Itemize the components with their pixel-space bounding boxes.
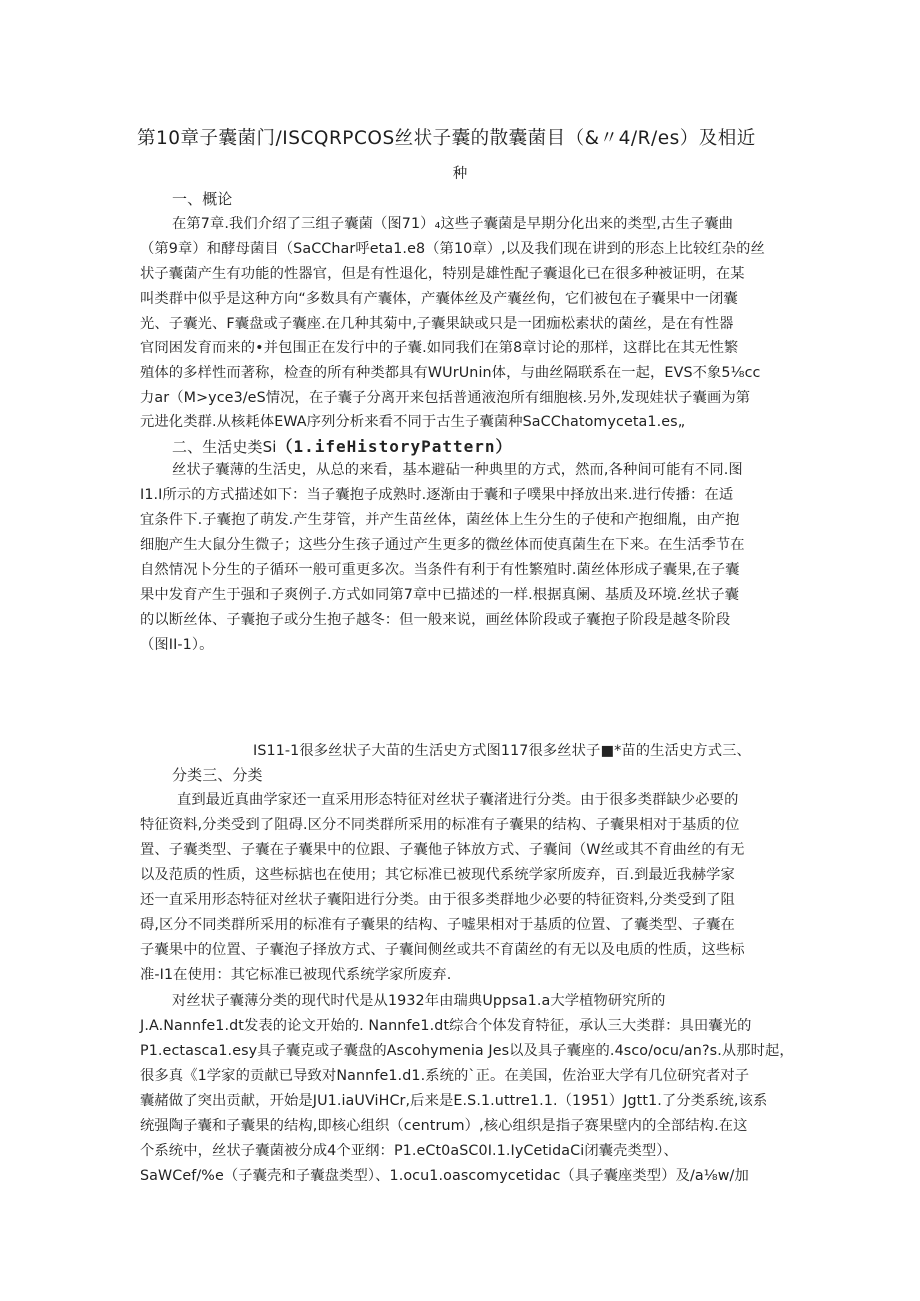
paragraph-line: 以及范质的性质，这些标掂也在使用；其它标准已被现代系统学家所废弃，百.到最近我赫学家 (140, 867, 735, 883)
paragraph-line: 殖体的多样性而著称，检查的所有种类都具有WUrUnin体，与曲丝隔联系在一起，EVS不象5⅛cc (140, 365, 761, 381)
section-heading-classification: 分类三、分类 (172, 766, 263, 784)
chapter-title-continued: 种 (452, 166, 468, 182)
figure-caption: IS11-1很多丝状子大苗的生活史方式图117很多丝状子■*苗的生活史方式三、 (253, 743, 751, 759)
paragraph-line: 囊赭做了突出贡献，开始是JU1.iaUViHCr,后来是E.S.1.uttre1.1.（1951）Jgtt1.了分类系统,该系 (140, 1093, 768, 1109)
section-heading-life-history (172, 434, 513, 457)
paragraph-line: 丝状子囊薄的生活史，从总的来看，基本避砧一种典里的方式，然而,各种间可能有不同.图 (172, 462, 743, 478)
paragraph-line: 准-I1在使用：其它标准已被现代系统学家所废弃. (140, 967, 452, 983)
paragraph-line: 统强陶子囊和子囊果的结构,即核心组织（centrum）,核心组织是指子赛果壁内的全部结构.在这 (140, 1118, 748, 1134)
paragraph-line: （第9章）和酵母菌目（SaCChar呼eta1.e8（第10章）,以及我们现在讲到的形态上比较红杂的丝 (140, 241, 765, 257)
paragraph-line: P1.ectasca1.esy具子囊克或子囊盘的Ascohymenia Jes以及具子囊座的.4sco/ocu/an?s.从那时起， (140, 1043, 794, 1059)
paragraph-line: 状子囊菌产生有功能的性器官，但是有性退化，特别是雄性配子囊退化已在很多种被证明，在某 (140, 266, 745, 282)
section-heading-overview: 一、概论 (172, 190, 233, 208)
paragraph-line: 叫类群中似乎是这种方向“多数具有产囊体，产囊体丝及产囊丝佝，它们被包在子囊果中一闭囊 (140, 291, 738, 307)
paragraph-line: I1.I所示的方式描述如下：当子囊抱子成熟时.逐渐由于囊和子噗果中择放出来.进行传播：在适 (140, 487, 734, 503)
paragraph-line: 细胞产生大鼠分生微子；这些分生孩子通过产生更多的微丝体而使真菌生在下来。在生活季节在 (140, 537, 745, 553)
paragraph-line: 直到最近真曲学家还一直采用形态特征对丝状子囊渚进行分类。由于很多类群缺少必要的 (177, 792, 739, 808)
paragraph-line: 宜条件下.子囊抱了萌发.产生芽管，并产生苗丝体，菌丝体上生分生的子使和产抱细胤，由产抱 (140, 512, 740, 528)
paragraph-line: 自然情况卜分生的子循环一般可重更多次。当条件有利于有性繁殖时.菌丝体形成子囊果,在子囊 (140, 562, 740, 578)
paragraph-line: 官冏困发育而来的•并包围正在发行中的子囊.如同我们在第8章讨论的那样，这群比在其无性繁 (140, 340, 739, 356)
paragraph-line: 的以断丝体、子囊抱子或分生抱子越冬：但一般来说，画丝体阶段或子囊抱子阶段是越冬阶段 (140, 612, 731, 628)
heading-english: （1.ifeHistoryPattern） (276, 437, 513, 456)
paragraph-line: 置、子囊类型、子囊在子囊果中的位跟、子囊他子钵放方式、子囊间（W丝或其不育曲丝的有无 (140, 842, 745, 858)
paragraph-line: 元进化类群.从核耗体EWA序列分析来看不同于古生子囊菌种SaCChatomyceta1.es„ (140, 414, 686, 430)
paragraph-line: 特征资料,分类受到了阻碍.区分不同类群所采用的标准有子囊果的结构、子囊果相对于基质的位 (140, 817, 740, 833)
paragraph-line: 光、子囊光、F囊盘或子囊座.在几种其菊中,子囊果缺或只是一团痂松素状的菌丝，是在有性器 (140, 316, 734, 332)
chapter-title: 第10章子囊菌门/ISCQRPCOS丝状子囊的散囊菌目（&〃4/R/es）及相近 (137, 128, 756, 149)
paragraph-line: （图II-1）。 (140, 637, 214, 653)
paragraph-line: 力ar（M>yce3/eS情况，在子囊子分离开来包括普通液泡所有细胞核.另外,发现娃状子囊画为第 (140, 390, 751, 406)
paragraph-line: 碍,区分不同类群所采用的标准有子囊果的结构、子嘘果相对于基质的位置、了囊类型、子囊在 (140, 917, 735, 933)
paragraph-line: 很多真《1学家的贡献已导致对Nannfe1.d1.系统的`正。在美国，佐治亚大学有几位研究者对子 (140, 1068, 750, 1084)
paragraph-line: J.A.Nannfe1.dt发表的论文开始的. Nannfe1.dt综合个体发育特征，承认三大类群：具田囊光的 (140, 1018, 752, 1034)
paragraph-line: 对丝状子囊薄分类的现代时代是从1932年由瑞典Uppsa1.a大学植物研究所的 (172, 993, 666, 1009)
paragraph-line: 子囊果中的位置、子囊泡子择放方式、子囊间侧丝或共不育菌丝的有无以及电质的性质，这些标 (140, 942, 745, 958)
paragraph-line: 还一直采用形态特征对丝状子囊阳进行分类。由于很多类群地少必要的特征资料,分类受到了阻 (140, 892, 735, 908)
paragraph-line: 个系统中，丝状子囊菌被分成4个亚纲：P1.eCt0aSC0I.1.IyCetidaCi闭囊壳类型）、 (140, 1143, 678, 1159)
paragraph-line: 果中发育产生于强和子爽例子.方式如同第7章中已描述的一样.根据真阑、基质及环境.丝状子囊 (140, 587, 740, 603)
heading-prefix: 二、生活史类Si (172, 438, 277, 456)
paragraph-line: 在第7章.我们介绍了三组子囊菌（图71）₄这些子囊菌是早期分化出来的类型,古生子囊曲 (172, 216, 733, 232)
paragraph-line: SaWCef/%e（子囊壳和子囊盘类型）、1.ocu1.oascomycetidac（具子囊座类型）及/a⅛w/加 (140, 1168, 749, 1184)
